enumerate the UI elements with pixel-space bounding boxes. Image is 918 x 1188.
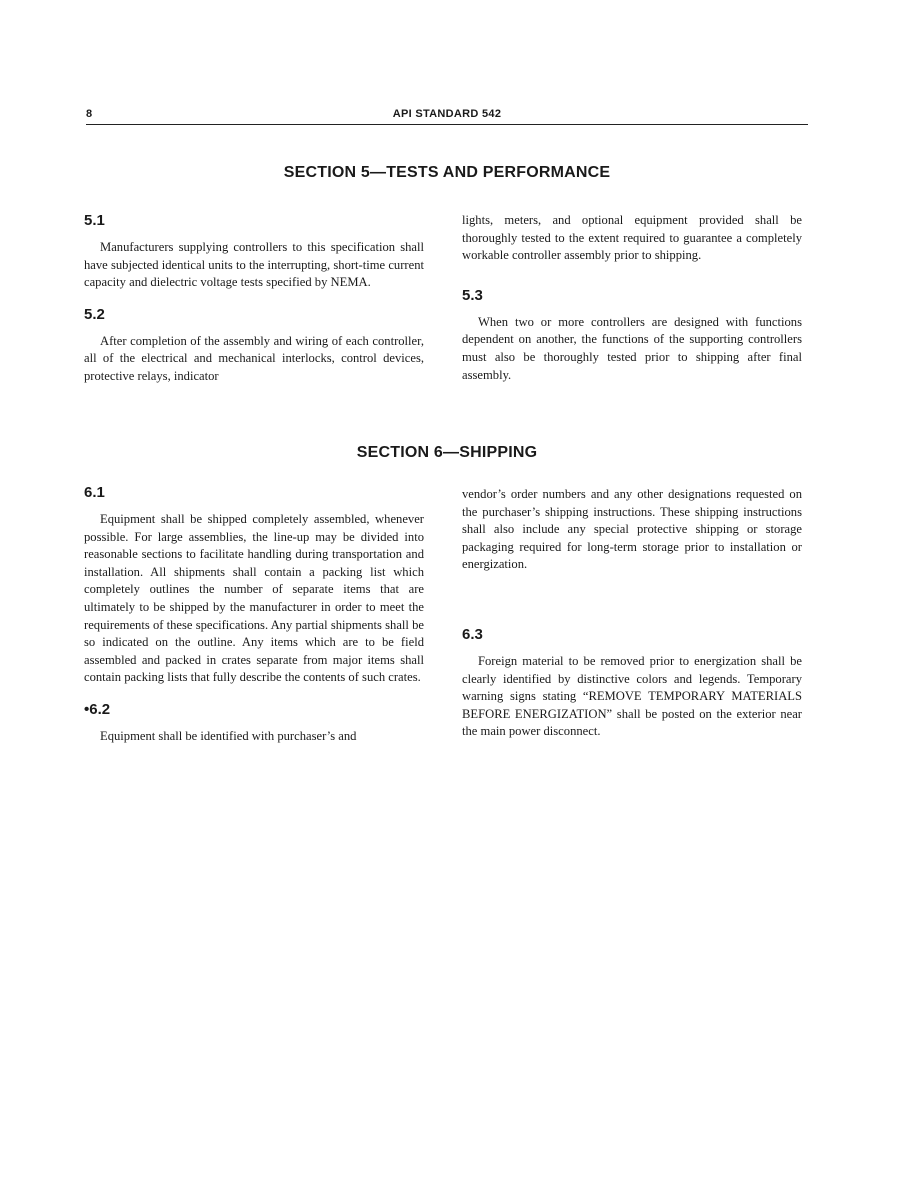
clause-6-2-text: Equipment shall be identified with purchaser’s and xyxy=(100,728,357,743)
clause-5-1-heading: 5.1 xyxy=(84,212,105,229)
section-5-title: SECTION 5—TESTS AND PERFORMANCE xyxy=(283,164,611,181)
clause-6-1-heading: 6.1 xyxy=(84,484,105,501)
clause-6-1-text: Equipment shall be shipped completely assembled, whenever possible. For large assemblies, the line-up may be divided into reasonable sections to facilitate handling during transportation and installation. All shipments shall contain a packing list which completely outlines the number of separate items that are ultimately to be shipped by the manufacturer in order to meet the requirements of these specifications. Any partial shipments shall be so indicated on the outline. Any items which are to be field assembled and packed in crates separate from major items shall contain packing lists that fully describe the contents of such crates. xyxy=(84,512,424,685)
page-number: 8 xyxy=(86,108,93,120)
clause-6-2-heading: •6.2 xyxy=(84,700,111,718)
clause-5-2-heading: 5.2 xyxy=(84,305,105,323)
section-6-right-column xyxy=(462,486,802,741)
running-title: API STANDARD 542 xyxy=(392,108,502,120)
clause-5-1-text: Manufacturers supplying controllers to this specification shall have subjected identical units to the interrupting, short-time current capacity and dielectric voltage tests specified by NEMA. xyxy=(84,240,424,290)
clause-5-3-text: When two or more controllers are designed with functions dependent on another, the functions of the supporting controllers must also be thoroughly tested prior to shipping after final assembly. xyxy=(462,314,802,382)
section-5-right-column xyxy=(462,212,802,384)
clause-5-2-text: After completion of the assembly and wiring of each controller, all of the electrical and mechanical interlocks, control devices, protective relays, indicator xyxy=(84,333,424,383)
header-rule xyxy=(86,124,808,125)
clause-5-3-heading: 5.3 xyxy=(462,286,483,304)
page-header xyxy=(86,108,808,128)
clause-6-3-text: Foreign material to be removed prior to energization shall be clearly identified by distinctive colors and legends. Temporary warning signs stating “REMOVE TEMPORARY MATERIALS BEFORE ENERGIZATION” shall be posted on the exterior near the main power disconnect. xyxy=(462,653,802,739)
clause-6-2-continued-text: vendor’s order numbers and any other designations requested on the purchaser’s shipping instructions. These shipping instructions shall also include any special protective shipping or storage packaging required for long-term storage prior to installation or energization. xyxy=(462,487,802,572)
section-5-left-column xyxy=(84,212,424,386)
section-6-title: SECTION 6—SHIPPING xyxy=(356,444,538,461)
clause-5-2-continued-text: lights, meters, and optional equipment provided shall be thoroughly tested to the extent required to guarantee a completely workable controller assembly prior to shipping. xyxy=(462,213,802,263)
clause-6-3-heading: 6.3 xyxy=(462,625,483,643)
section-6-left-column xyxy=(84,484,424,746)
